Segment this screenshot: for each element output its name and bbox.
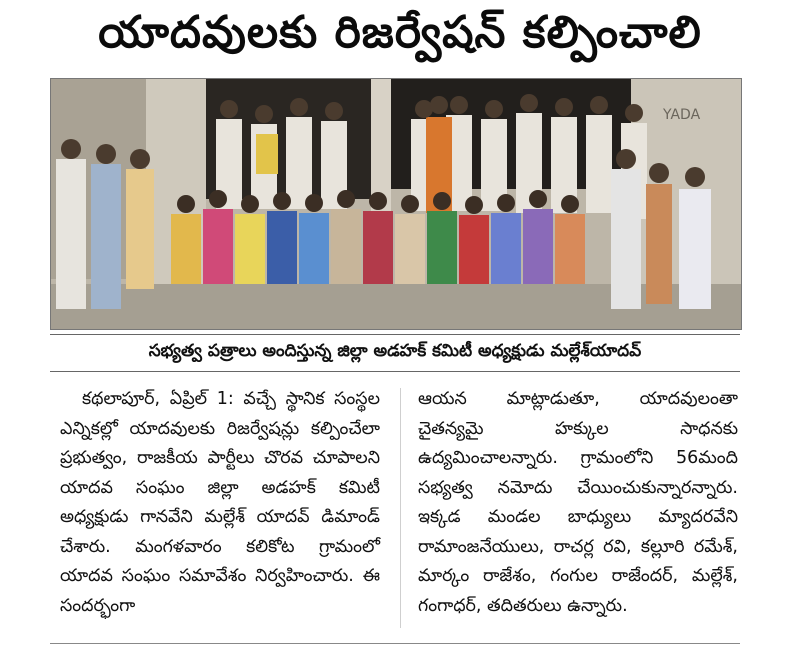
photo-caption: సభ్యత్వ పత్రాలు అందిస్తున్న జిల్లా అడహక్ కమిటీ అధ్యక్షుడు మల్లేశ్‌యాదవ్ (148, 341, 642, 361)
article-bottom-rule (50, 643, 740, 644)
caption-bottom-rule (50, 371, 740, 372)
article-photo (50, 78, 742, 330)
article-headline: యాదవులకు రిజర్వేషన్ కల్పించాలి (98, 7, 702, 58)
body-paragraph-right: ఆయన మాట్లాడుతూ, యాదవులంతా చైతన్యమై హక్కుల సాధనకు ఉద్యమించాలన్నారు. గ్రామంలోని 56మంది సభ్యత్వ నమోదు చేయించుకున్నారన్నారు. ఇక్కడ మండల బాధ్యులు మ్యాదరవేని రామాంజనేయులు, రాచర్ల రవి, కల్లూరి రమేశ్, మార్కం రాజేశం, గంగుల రాజేందర్, మల్లేశ్, గంగాధర్, తదితరులు ఉన్నారు. (418, 389, 738, 616)
article-body-right-column (418, 385, 738, 621)
caption-top-rule (50, 334, 740, 335)
wall-sign-text: YADA (663, 107, 701, 123)
column-divider (400, 388, 401, 628)
body-paragraph-left: కథలాపూర్, ఏప్రిల్ 1: వచ్చే స్థానిక సంస్థల ఎన్నికల్లో యాదవులకు రిజర్వేషన్లు కల్పించేలా ప్రభుత్వం, రాజకీయ పార్టీలు చొరవ చూపాలని యాదవ సంఘం జిల్లా అడహక్ కమిటీ అధ్యక్షుడు గానవేని మల్లేశ్ యాదవ్ డిమాండ్ చేశారు. మంగళవారం కలికోట గ్రామంలో యాదవ సంఘం సమావేశం నిర్వహించారు. ఈ సందర్భంగా (60, 389, 380, 616)
article-body-left-column (60, 385, 380, 621)
group-photo-icon (51, 79, 741, 329)
